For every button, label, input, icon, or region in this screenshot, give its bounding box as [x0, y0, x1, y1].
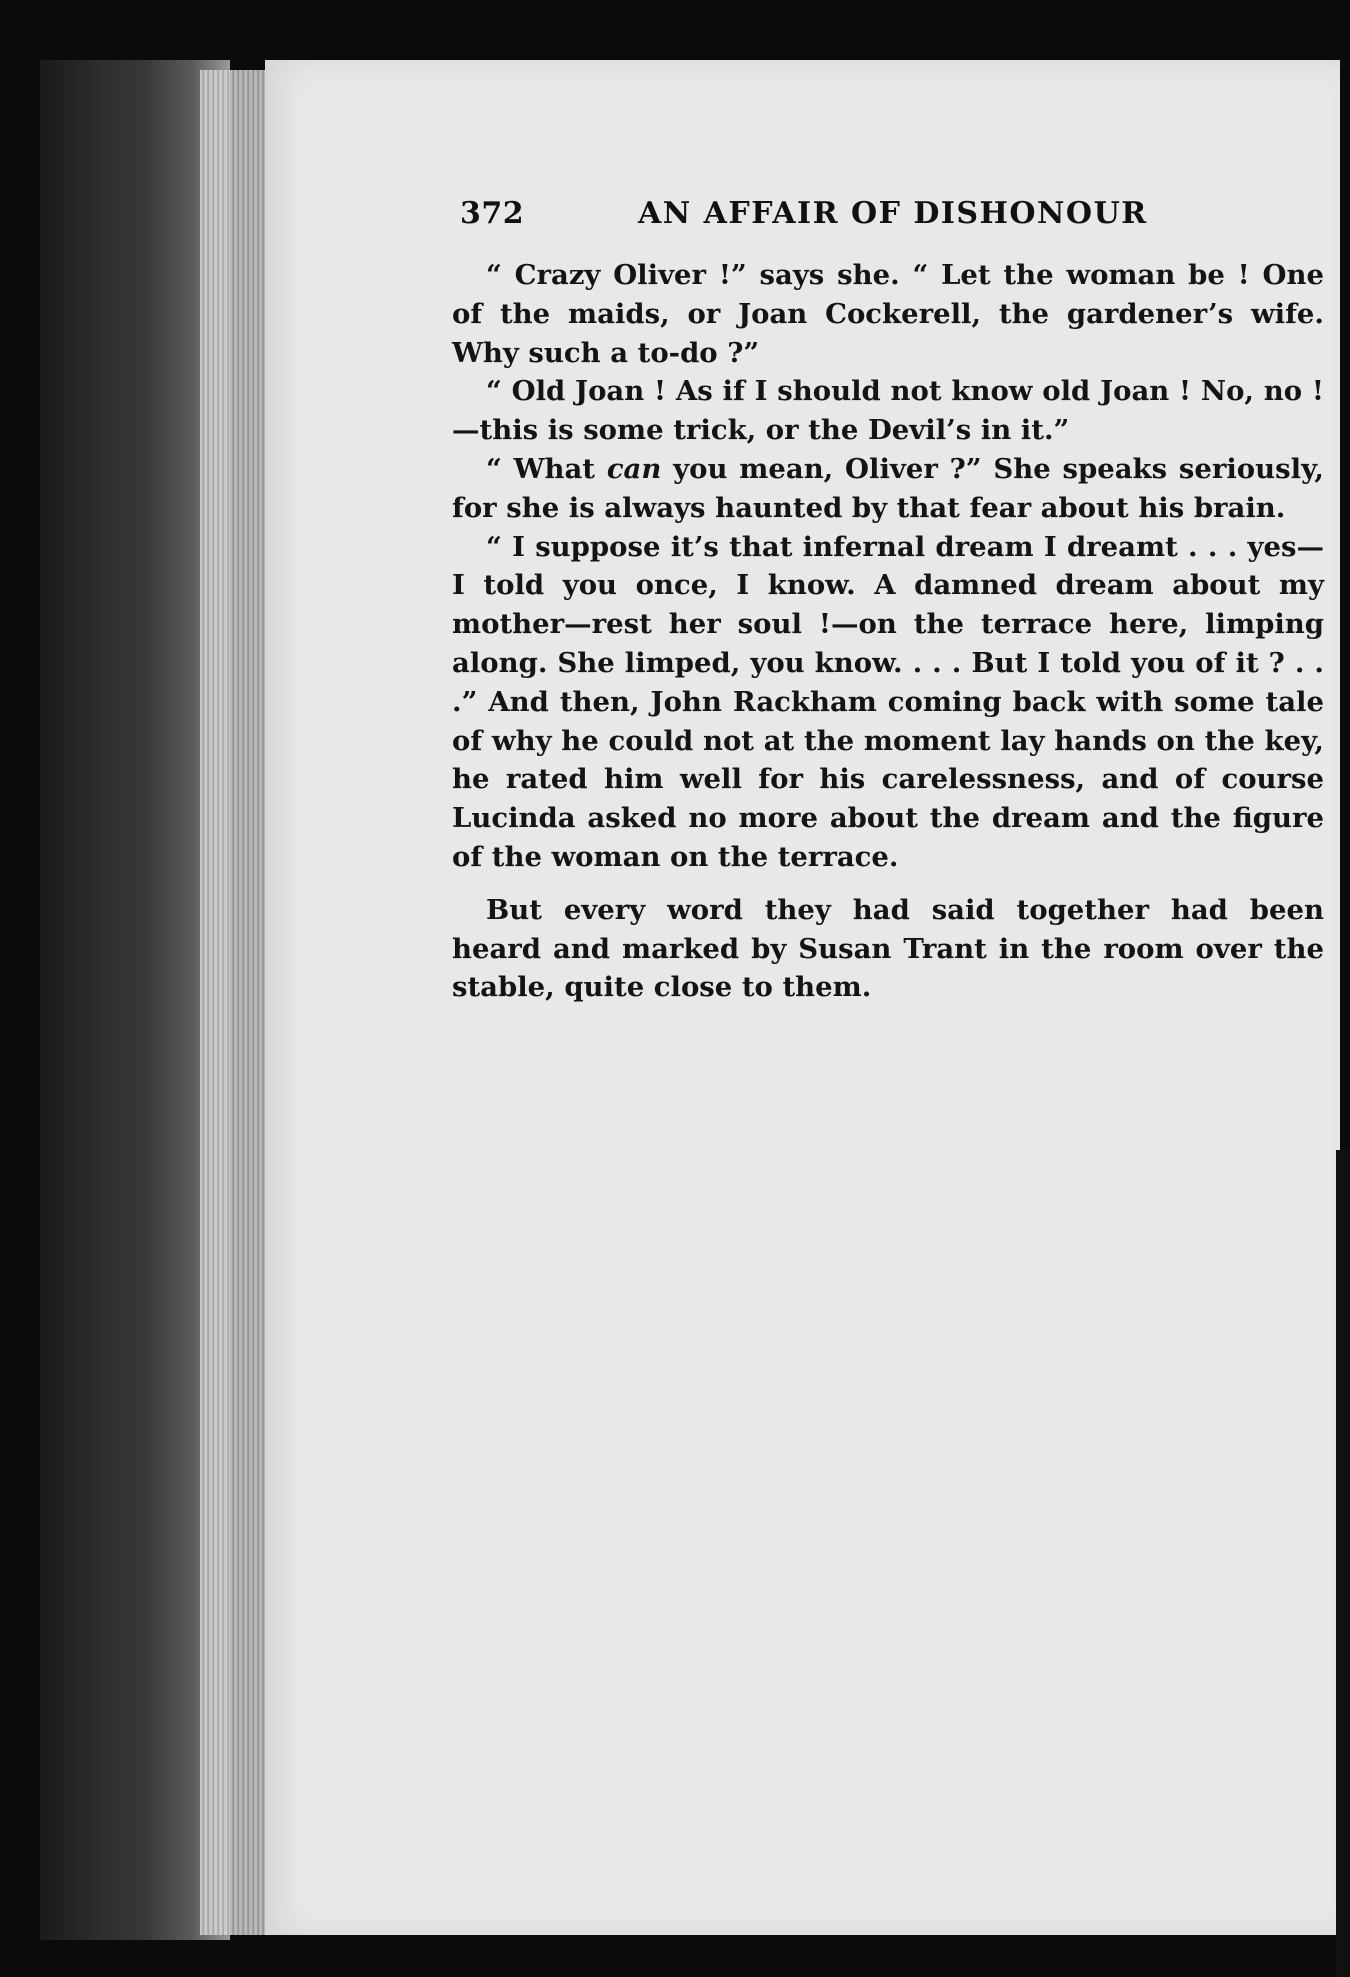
- facing-page-edge: [1336, 1150, 1350, 1977]
- book-title: AN AFFAIR OF DISHONOUR: [638, 196, 1148, 231]
- paragraph: “ Crazy Oliver !” says she. “ Let the woman be ! One of the maids, or Joan Cockerell, the gardener’s wife. Why such a to-do ?”: [452, 259, 1324, 369]
- paragraph: “ Old Joan ! As if I should not know old Joan ! No, no !—this is some trick, or the Devil’s in it.”: [452, 375, 1324, 447]
- running-head: [460, 196, 1320, 236]
- emphasis-word: can: [606, 452, 662, 485]
- paragraph: “ I suppose it’s that infernal dream I dreamt . . . yes—I told you once, I know. A damned dream about my mother—rest her soul !—on the terrace here, limping along. She limped, you know. . . . But I told you of it ? . . .” And then, John Rackham coming back with some tale of why he could not at the moment lay hands on the key, he rated him well for his carelessness, and of course Lucinda asked no more about the dream and the figure of the woman on the terrace.: [452, 530, 1324, 873]
- paragraph: [452, 450, 1324, 528]
- body-text: [452, 256, 1324, 1007]
- paragraph: But every word they had said together had been heard and marked by Susan Trant in the room over the stable, quite close to them.: [452, 893, 1324, 1004]
- text-run: you mean, Oliver ?” She speaks seriously, for she is always haunted by that fear about his brain.: [452, 452, 1324, 524]
- page-number: 372: [460, 196, 525, 231]
- text-run: “ What: [486, 452, 607, 485]
